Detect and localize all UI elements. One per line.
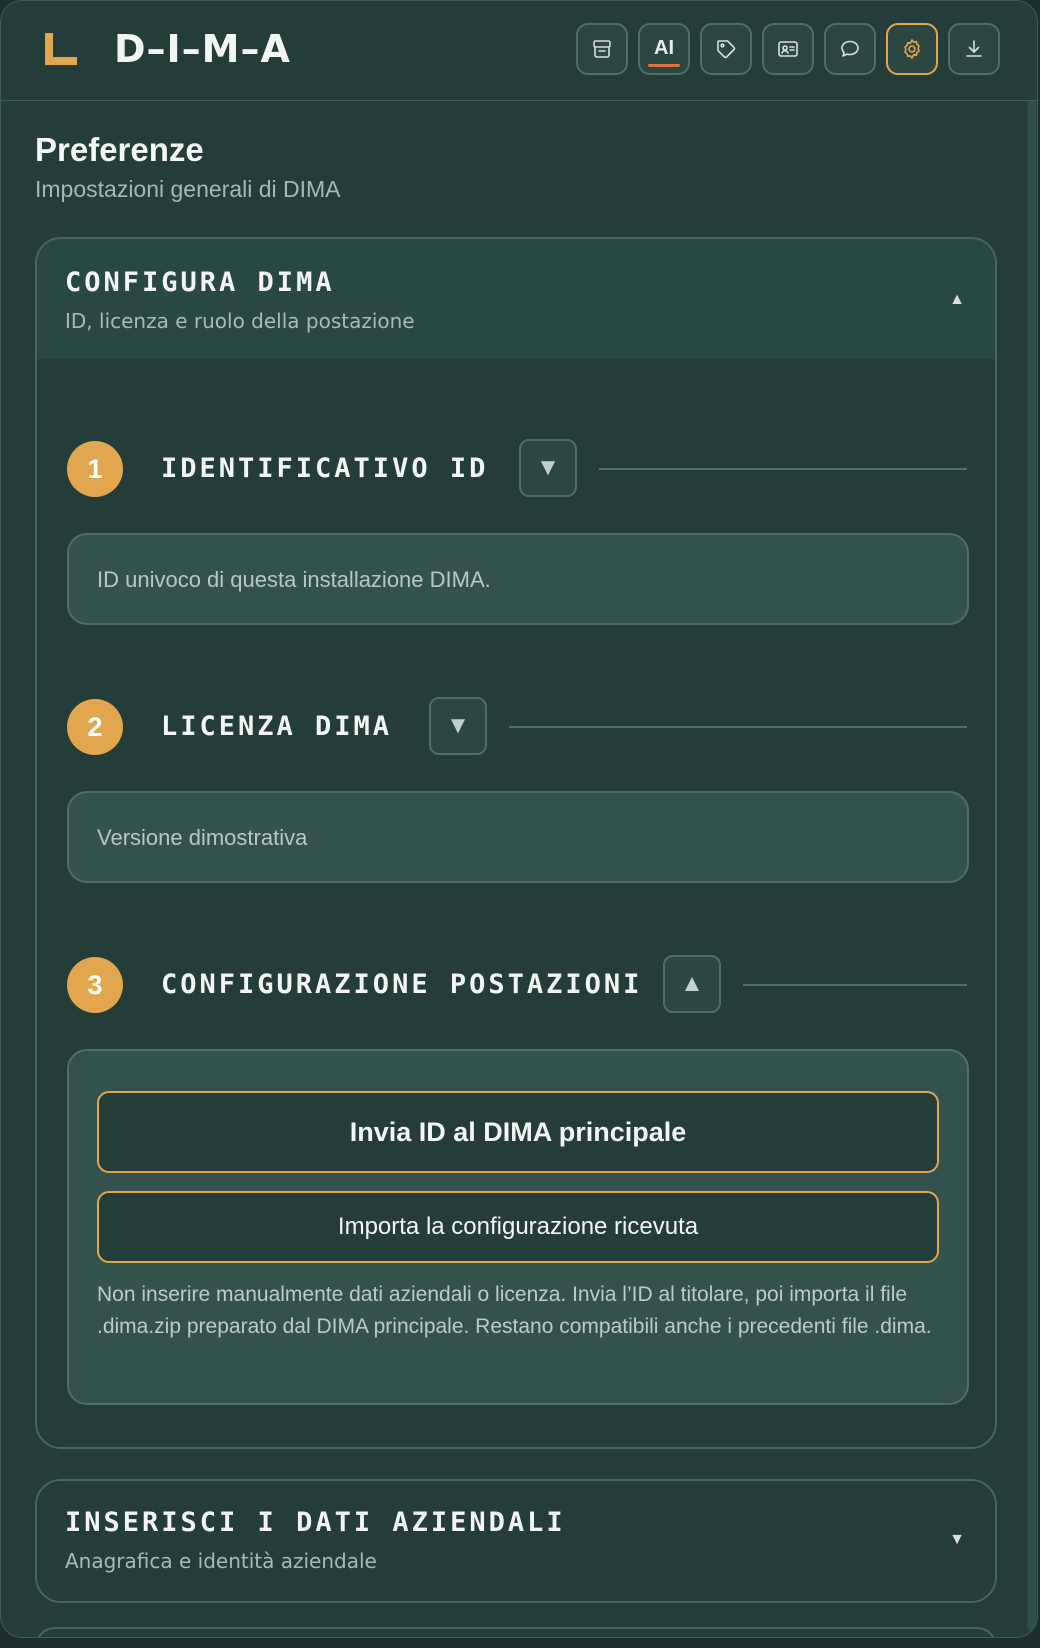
section-header[interactable] bbox=[37, 1481, 995, 1601]
chevron-down-icon: ▼ bbox=[536, 454, 560, 481]
settings-button[interactable] bbox=[886, 23, 938, 75]
section-configura-dima bbox=[35, 237, 997, 1449]
license-field bbox=[67, 791, 969, 883]
tag-button[interactable] bbox=[700, 23, 752, 75]
step-title: CONFIGURAZIONE POSTAZIONI bbox=[161, 969, 643, 1000]
send-id-button[interactable]: Invia ID al DIMA principale bbox=[97, 1091, 939, 1173]
tag-icon bbox=[714, 37, 738, 61]
config-help-text: Non inserire manualmente dati aziendali o licenza. Invia l’ID al titolare, poi importa il file .dima.zip preparato dal DIMA principale. Restano compatibili anche i precedenti file .dima. bbox=[97, 1283, 932, 1338]
step-number-badge: 2 bbox=[67, 699, 123, 755]
section-title: CONFIGURA DIMA bbox=[65, 267, 335, 298]
download-button[interactable] bbox=[948, 23, 1000, 75]
id-card-icon bbox=[776, 37, 800, 61]
chevron-down-icon: ▼ bbox=[446, 712, 470, 739]
app-header bbox=[1, 1, 1037, 101]
page-subtitle: Impostazioni generali di DIMA bbox=[35, 176, 341, 202]
license-value: Versione dimostrativa bbox=[97, 825, 308, 850]
logo-icon bbox=[45, 33, 77, 65]
step-title: IDENTIFICATIVO ID bbox=[161, 453, 489, 484]
expand-arrow-icon[interactable]: ▼ bbox=[949, 1531, 965, 1548]
scrollbar-thumb[interactable] bbox=[1028, 101, 1036, 1631]
section-subtitle: ID, licenza e ruolo della postazione bbox=[65, 309, 415, 333]
step-title: LICENZA DIMA bbox=[161, 711, 393, 742]
step-divider bbox=[509, 726, 967, 728]
installation-id-field bbox=[67, 533, 969, 625]
app-brand: D–I–M–A bbox=[114, 27, 291, 71]
section-subtitle: Anagrafica e identità aziendale bbox=[65, 1549, 377, 1573]
installation-id-value: ID univoco di questa installazione DIMA. bbox=[97, 567, 491, 592]
archive-button[interactable] bbox=[576, 23, 628, 75]
gear-icon bbox=[900, 37, 924, 61]
next-section-card bbox=[35, 1627, 997, 1638]
step-divider bbox=[599, 468, 967, 470]
step-toggle-button[interactable] bbox=[663, 955, 721, 1013]
step-identificativo-id bbox=[67, 439, 967, 499]
step-divider bbox=[743, 984, 967, 986]
chevron-up-icon: ▲ bbox=[680, 970, 704, 997]
toolbar bbox=[576, 23, 1000, 75]
chat-bubble-icon bbox=[838, 37, 862, 61]
chat-button[interactable] bbox=[824, 23, 876, 75]
step-configurazione-postazioni bbox=[67, 955, 967, 1015]
section-dati-aziendali bbox=[35, 1479, 997, 1603]
workstation-config-panel bbox=[67, 1049, 969, 1405]
step-number-badge: 1 bbox=[67, 441, 123, 497]
step-toggle-button[interactable] bbox=[429, 697, 487, 755]
import-config-button[interactable]: Importa la configurazione ricevuta bbox=[97, 1191, 939, 1263]
ai-icon: AI bbox=[654, 36, 674, 59]
download-icon bbox=[962, 37, 986, 61]
collapse-arrow-icon[interactable]: ▲ bbox=[949, 291, 965, 308]
step-toggle-button[interactable] bbox=[519, 439, 577, 497]
ai-active-indicator bbox=[648, 64, 680, 67]
step-number-badge: 3 bbox=[67, 957, 123, 1013]
ai-button[interactable] bbox=[638, 23, 690, 75]
id-card-button[interactable] bbox=[762, 23, 814, 75]
section-title: INSERISCI I DATI AZIENDALI bbox=[65, 1507, 566, 1538]
section-header[interactable] bbox=[37, 239, 995, 359]
archive-icon bbox=[590, 37, 614, 61]
page-title: Preferenze bbox=[35, 131, 204, 168]
step-licenza-dima bbox=[67, 697, 967, 757]
